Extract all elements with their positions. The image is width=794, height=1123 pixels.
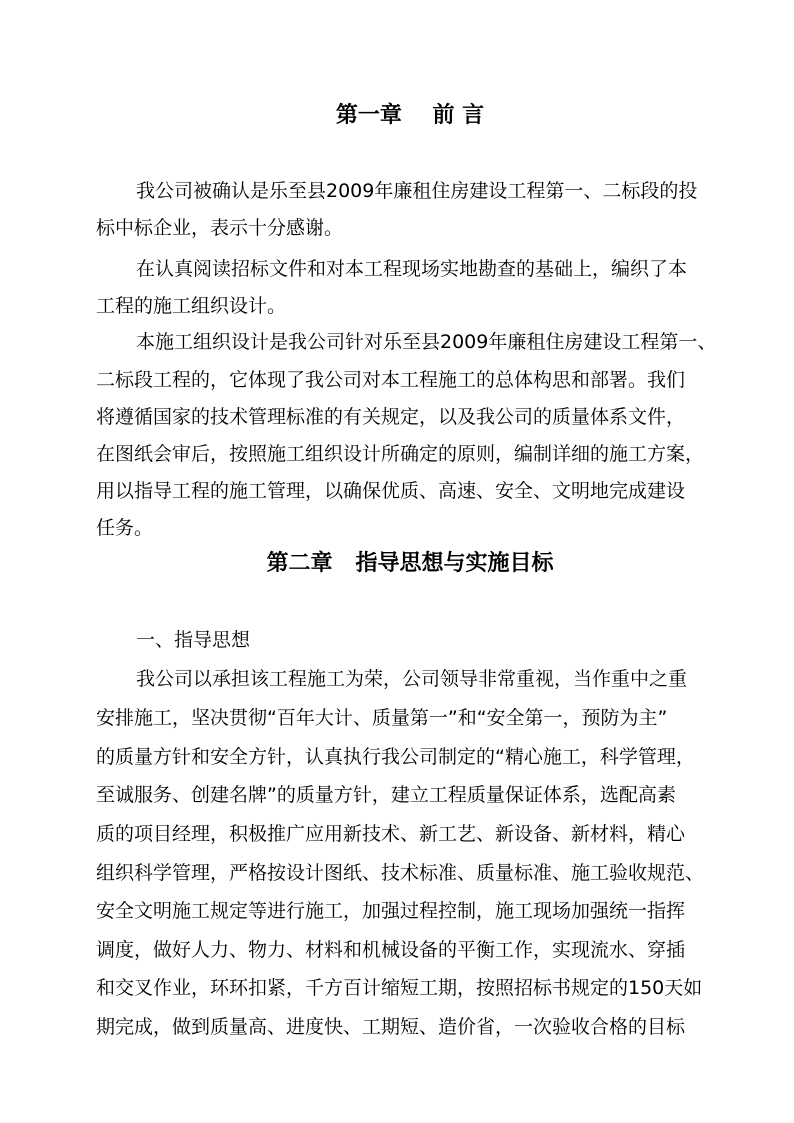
chapter-1-p3-line-1: 本施工组织设计是我公司针对乐至县2009年廉租住房建设工程第一、 — [136, 331, 717, 353]
chapter-2-p1-line-9: 和交叉作业，环环扣紧，千方百计缩短工期，按照招标书规定的150天如 — [96, 977, 703, 999]
chapter-2-p1-line-7: 安全文明施工规定等进行施工，加强过程控制，施工现场加强统一指挥 — [96, 900, 686, 922]
section-1-heading: 一、指导思想 — [136, 629, 251, 651]
chapter-1-p1-line-2: 标中标企业，表示十分感谢。 — [96, 217, 344, 239]
chapter-1-p3-line-4: 在图纸会审后，按照施工组织设计所确定的原则，编制详细的施工方案， — [96, 443, 705, 465]
chapter-2-p1-line-3: 的质量方针和安全方针，认真执行我公司制定的“精心施工，科学管理， — [96, 746, 695, 768]
chapter-1-p2-line-2: 工程的施工组织设计。 — [96, 295, 287, 317]
chapter-1-p3-line-5: 用以指导工程的施工管理，以确保优质、高速、安全、文明地完成建设 — [96, 480, 686, 502]
chapter-2-p1-line-1: 我公司以承担该工程施工为荣，公司领导非常重视，当作重中之重 — [136, 668, 688, 690]
chapter-2-p1-line-4: 至诚服务、创建名牌”的质量方针，建立工程质量保证体系，选配高素 — [96, 784, 676, 806]
chapter-2-title: 第二章 指导思想与实施目标 — [266, 551, 554, 576]
chapter-2-p1-line-8: 调度，做好人力、物力、材料和机械设备的平衡工作，实现流水、穿插 — [96, 939, 686, 961]
chapter-2-p1-line-5: 质的项目经理，积极推广应用新技术、新工艺、新设备、新材料，精心 — [96, 823, 686, 845]
chapter-1-p3-line-6: 任务。 — [96, 517, 154, 539]
chapter-2-p1-line-2: 安排施工，坚决贯彻“百年大计、质量第一”和“安全第一，预防为主” — [96, 707, 668, 729]
chapter-1-p1-line-1: 我公司被确认是乐至县2009年廉租住房建设工程第一、二标段的投 — [136, 180, 698, 202]
chapter-2-p1-line-6: 组织科学管理，严格按设计图纸、技术标准、质量标准、施工验收规范、 — [96, 862, 705, 884]
chapter-1-p3-line-3: 将遵循国家的技术管理标准的有关规定，以及我公司的质量体系文件， — [96, 406, 686, 428]
chapter-1-p3-line-2: 二标段工程的，它体现了我公司对本工程施工的总体构思和部署。我们 — [96, 369, 686, 391]
chapter-2-p1-line-10: 期完成，做到质量高、进度快、工期短、造价省，一次验收合格的目标 — [96, 1016, 686, 1038]
chapter-1-title: 第一章 前 言 — [335, 103, 485, 128]
chapter-1-p2-line-1: 在认真阅读招标文件和对本工程现场实地勘查的基础上，编织了本 — [136, 258, 688, 280]
